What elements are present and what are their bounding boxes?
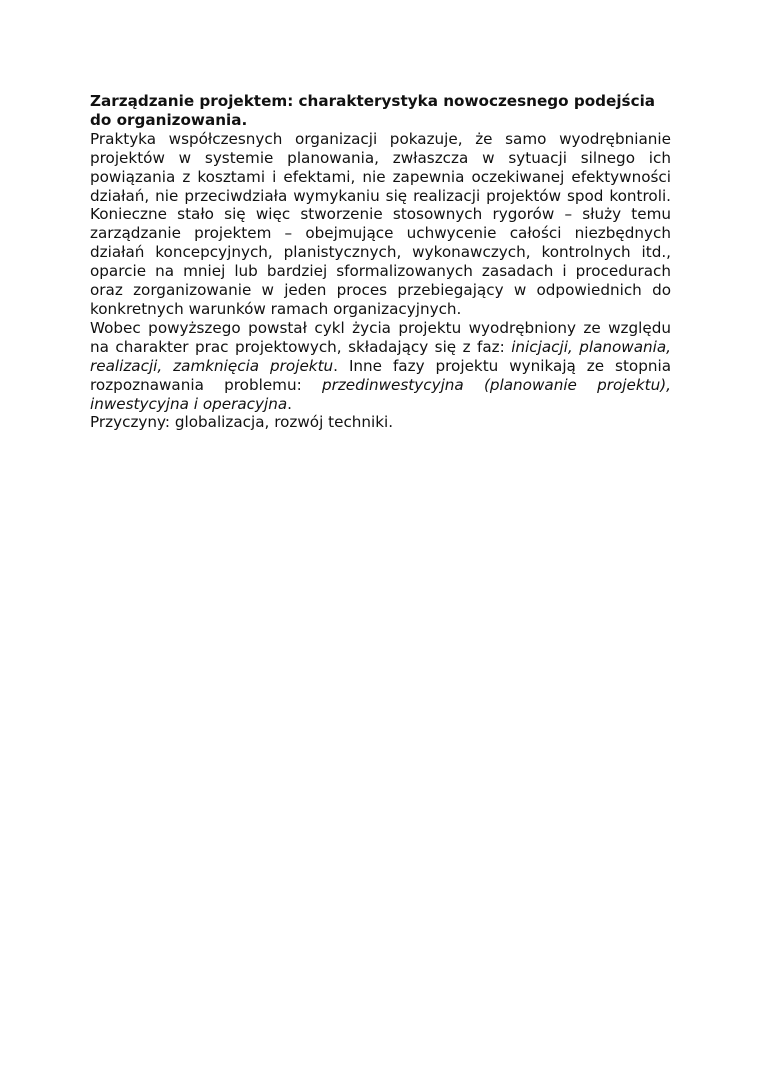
lifecycle-text-middle: . Inne fazy projektu wynikają ze stopnia rozpoznawania problemu: (90, 356, 671, 394)
document-body (90, 92, 671, 432)
lifecycle-text-end: . (287, 394, 292, 413)
other-phases-italic: przedinwestycyjna (planowanie projektu), inwestycyjna i operacyjna (90, 375, 671, 413)
paragraph-project-management: Praktyka współczesnych organizacji pokazuje, że samo wyodrębnianie projektów w systemie planowania, zwłaszcza w sytuacji silnego ich powiązania z kosztami i efektami, nie zapewnia oczekiwanej efektywności działań, nie przeciwdziała wymykaniu się realizacji projektów spod kontroli. Konieczne stało się więc stworzenie stosownych rygorów – służy temu zarządzanie projektem – obejmujące uchwycenie całości niezbędnych działań koncepcyjnych, planistycznych, wykonawczych, kontrolnych itd., oparcie na mniej lub bardziej sformalizowanych zasadach i procedurach oraz zorganizowanie w jeden proces przebiegający w odpowiednich do konkretnych warunków ramach organizacyjnych. (90, 129, 671, 318)
lifecycle-text-start: Wobec powyższego powstał cykl życia projektu wyodrębniony ze względu na charakter prac projektowych, składający się z faz: (90, 318, 671, 356)
paragraph-causes: Przyczyny: globalizacja, rozwój techniki. (90, 413, 394, 432)
document-title: Zarządzanie projektem: charakterystyka nowoczesnego podejścia do organizowania. (90, 92, 656, 129)
lifecycle-phases-italic: inicjacji, planowania, realizacji, zamknięcia projektu (90, 337, 671, 375)
paragraph-project-life-cycle (90, 319, 671, 414)
